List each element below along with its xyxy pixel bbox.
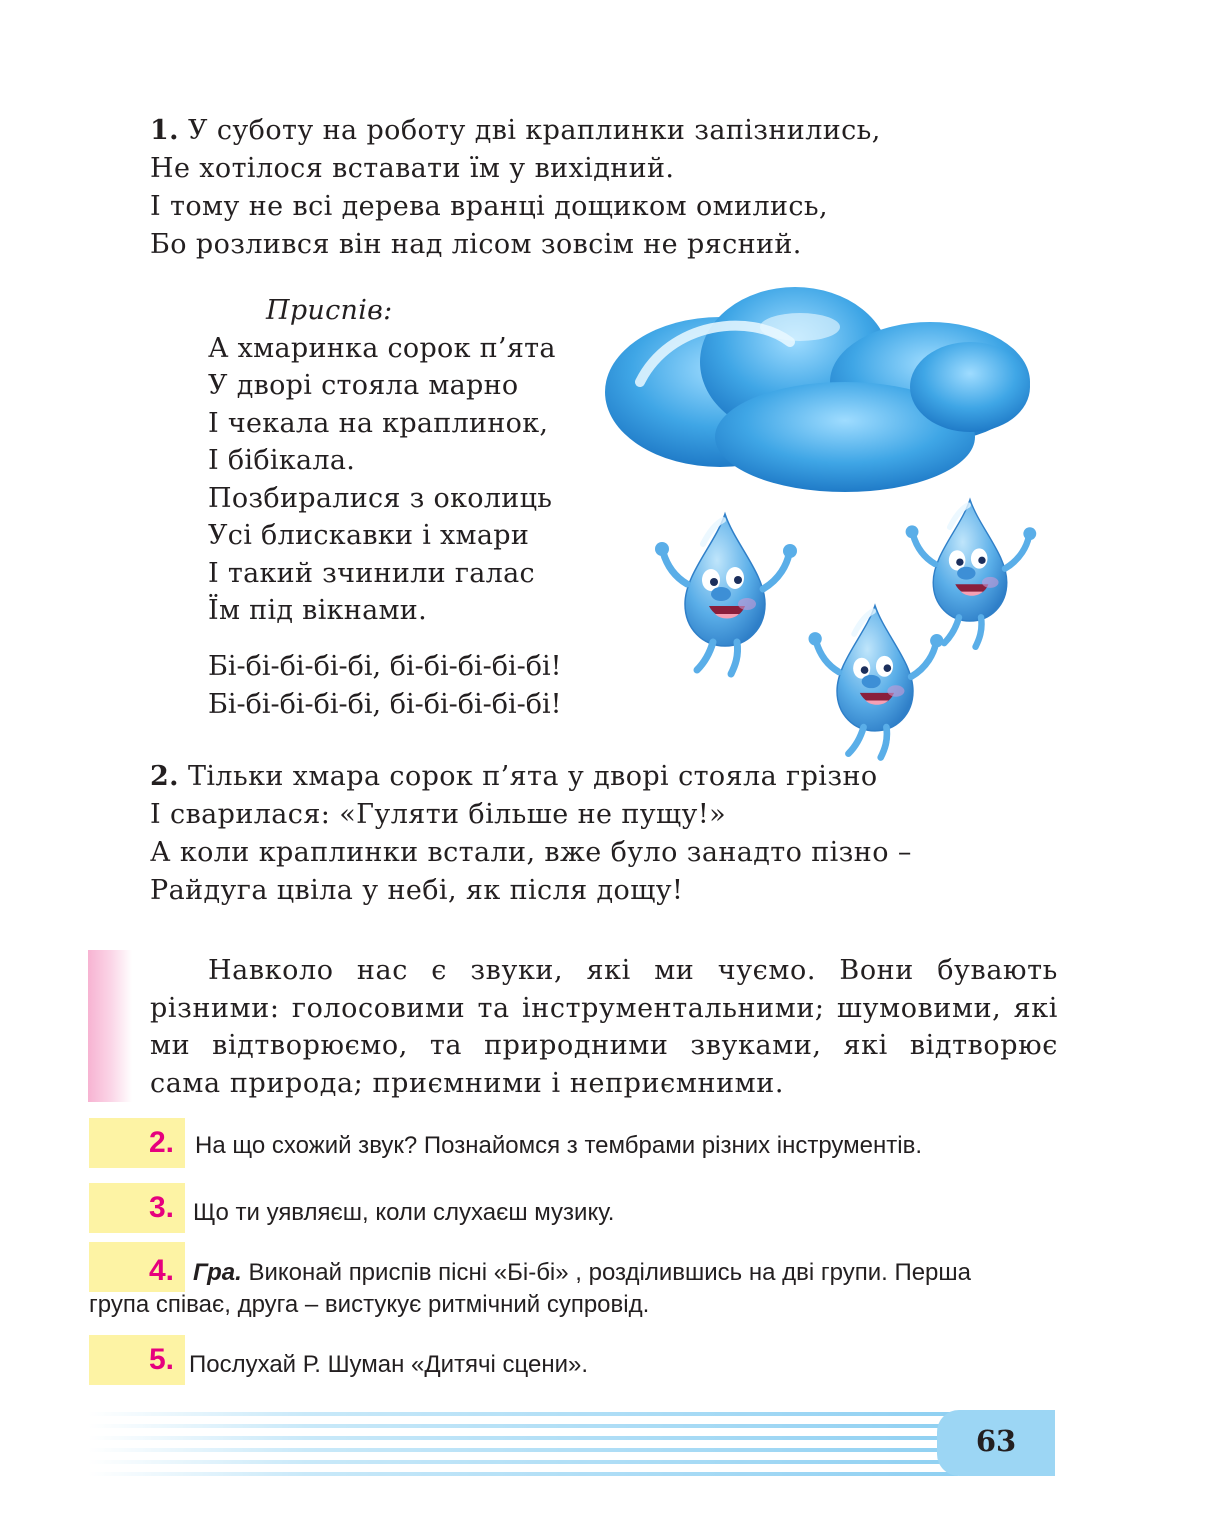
chorus-line-2: У дворі стояла марно: [208, 370, 519, 401]
task-5-text: Послухай Р. Шуман «Дитячі сцени».: [189, 1351, 589, 1378]
task-3-number: 3.: [149, 1191, 175, 1224]
info-text: Навколо нас є звуки, які ми чуємо. Вони бувають різними: голосовими та інструментальними; шумовими, які ми відтворюємо, та природними звуками, які відтворює сама природа; приємними і неприємними.: [150, 955, 1058, 1099]
verse-2-number: 2.: [150, 761, 179, 792]
verse-2-line-3: А коли краплинки встали, вже було занадто пізно –: [150, 837, 912, 868]
task-4-text: Гра. Виконай приспів пісні «Бі-бі» , розділившись на дві групи. Перша: [193, 1259, 971, 1286]
verse-1: [150, 112, 881, 264]
chorus-line-6: Усі блискавки і хмари: [208, 520, 530, 551]
verse-2-line-1: 2. Тільки хмара сорок п’ята у дворі стояла грізно: [150, 761, 878, 792]
verse-1-number: 1.: [150, 115, 179, 146]
chorus-title: Приспів:: [266, 295, 393, 326]
task-5: [89, 1335, 1089, 1387]
footer-stripes: [88, 1410, 958, 1478]
task-2-number: 2.: [149, 1126, 175, 1159]
task-5-number: 5.: [149, 1343, 175, 1376]
refrain-line-1: Бі-бі-бі-бі-бі, бі-бі-бі-бі-бі!: [208, 651, 562, 682]
raindrop-character-bottom-icon: [809, 606, 944, 758]
task-4: [89, 1242, 1079, 1322]
verse-1-line-4: Бо розлився він над лісом зовсім не рясний.: [150, 229, 802, 260]
verse-1-line-2: Не хотілося вставати їм у вихідний.: [150, 153, 675, 184]
task-4-number: 4.: [149, 1254, 175, 1287]
chorus-line-5: Позбиралися з околиць: [208, 482, 553, 514]
chorus: [208, 292, 556, 630]
verse-2: [150, 758, 912, 910]
page-number: 63: [975, 1424, 1017, 1458]
verse-1-line-1: 1. У суботу на роботу дві краплинки запізнились,: [150, 115, 881, 146]
verse-1-line-3: І тому не всі дерева вранці дощиком омились,: [150, 191, 829, 222]
cloud-icon: [605, 287, 1030, 492]
task-3-text: Що ти уявляєш, коли слухаєш музику.: [193, 1199, 615, 1226]
chorus-line-3: І чекала на краплинок,: [208, 407, 549, 439]
chorus-line-8: Їм під вікнами.: [208, 595, 427, 626]
task-4-text-line-2: група співає, друга – вистукує ритмічний супровід.: [89, 1291, 650, 1318]
chorus-line-4: І бібікала.: [208, 445, 356, 476]
verse-2-line-4: Райдуга цвіла у небі, як після дощу!: [150, 875, 684, 906]
task-4-game-label: Гра.: [193, 1259, 242, 1286]
info-paragraph: [150, 952, 1058, 1102]
info-accent-bar: [88, 950, 132, 1102]
task-2: [89, 1118, 1089, 1170]
chorus-line-7: І такий зчинили галас: [208, 557, 535, 589]
raindrop-character-left-icon: [655, 514, 797, 674]
refrain: [208, 648, 562, 724]
raindrop-character-right-icon: [906, 500, 1037, 647]
task-3: [89, 1183, 1089, 1235]
chorus-line-1: А хмаринка сорок п’ята: [208, 332, 556, 364]
task-2-text: На що схожий звук? Познайомся з тембрами різних інструментів.: [195, 1132, 923, 1159]
page-number-tab: [937, 1410, 1055, 1476]
refrain-line-2: Бі-бі-бі-бі-бі, бі-бі-бі-бі-бі!: [208, 689, 562, 720]
verse-2-line-2: І сварилася: «Гуляти більше не пущу!»: [150, 799, 727, 830]
cloud-with-drops-illustration: [600, 282, 1040, 762]
